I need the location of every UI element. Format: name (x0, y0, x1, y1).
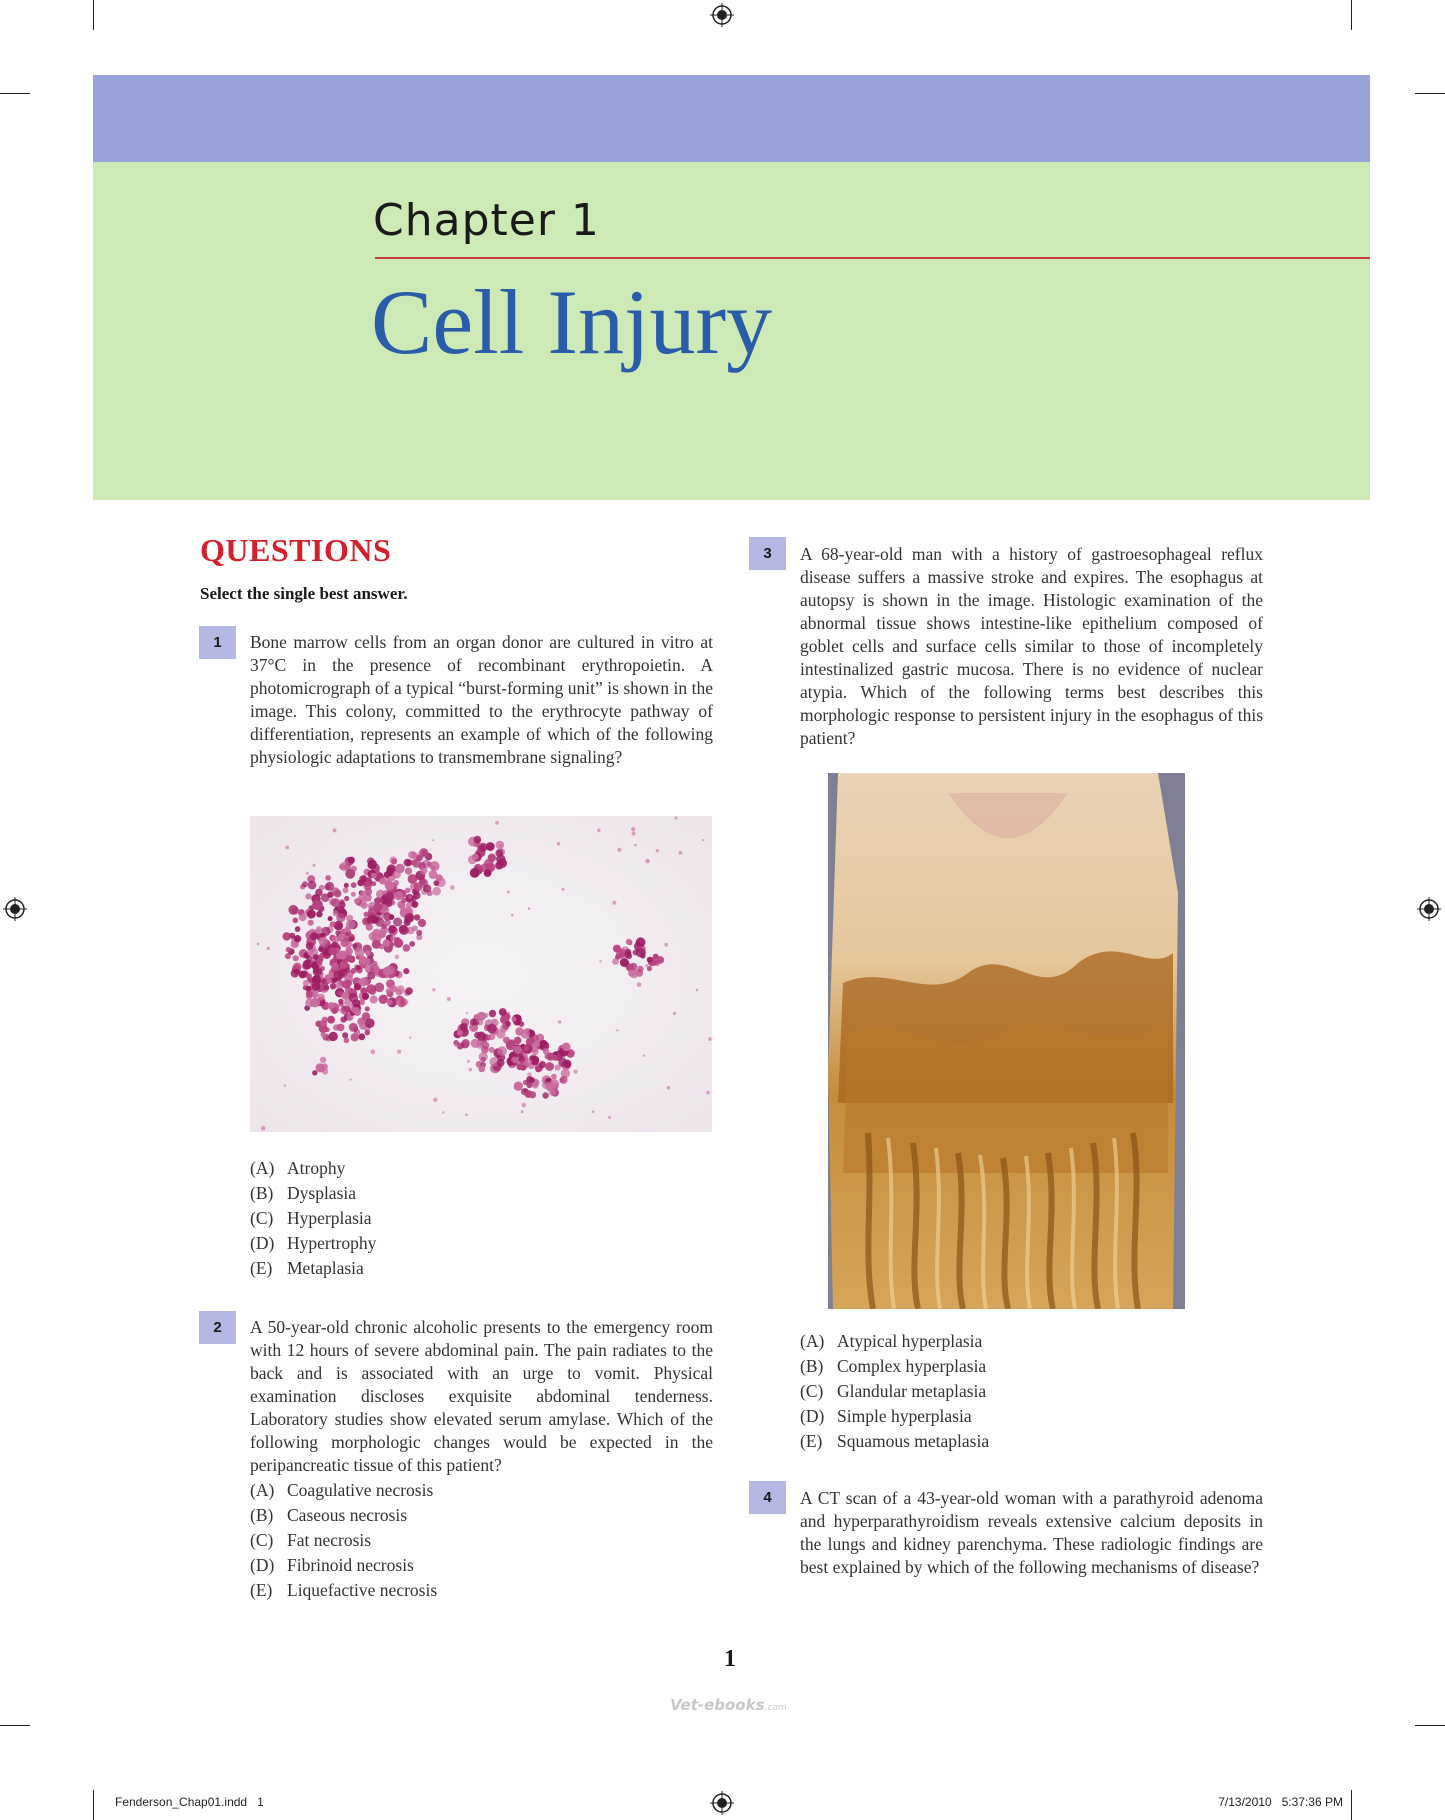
crop-mark (1415, 93, 1445, 94)
question-number-badge: 3 (749, 537, 786, 570)
question-text: A CT scan of a 43-year-old woman with a parathyroid adenoma and hyperparathyroidism reveals extensive calcium deposits in the lungs and kidney parenchyma. These radiologic findings are best explained by which of the following mechanisms of disease? (800, 1488, 1263, 1577)
answer-options (250, 1478, 437, 1603)
answer-options (250, 1156, 376, 1281)
question-number-badge: 4 (749, 1481, 786, 1514)
esophagus-photo (828, 773, 1185, 1309)
header-band-top (93, 75, 1370, 162)
answer-option[interactable]: (D) Fibrinoid necrosis (250, 1555, 414, 1575)
answer-option[interactable]: (A) Coagulative necrosis (250, 1480, 434, 1500)
answer-option[interactable]: (C) Fat necrosis (250, 1530, 372, 1550)
question-text: Bone marrow cells from an organ donor are cultured in vitro at 37°C in the presence of recombinant erythropoietin. A photomicrograph of a typical “burst-forming unit” is shown in the image. This colony, committed to the erythrocyte pathway of differentiation, represents an example of which of the following physiologic adaptations to transmembrane signaling? (250, 632, 713, 767)
answer-option[interactable]: (B) Caseous necrosis (250, 1505, 408, 1525)
crop-mark (93, 1790, 94, 1820)
footer-filename: Fenderson_Chap01.indd 1 (115, 1795, 264, 1809)
answer-option[interactable]: (E) Squamous metaplasia (800, 1431, 990, 1451)
chapter-title: Cell Injury (371, 271, 773, 373)
question-number-badge: 2 (199, 1311, 236, 1344)
footer-timestamp: 7/13/2010 5:37:36 PM (1218, 1795, 1343, 1809)
crop-mark (0, 93, 30, 94)
crop-mark (1351, 0, 1352, 30)
answer-option[interactable]: (A) Atrophy (250, 1158, 346, 1178)
crop-mark (1351, 1790, 1352, 1820)
answer-option[interactable]: (E) Metaplasia (250, 1258, 364, 1278)
registration-mark-icon (1417, 897, 1441, 921)
registration-mark-icon (710, 1791, 734, 1815)
chapter-rule (375, 257, 1370, 259)
question-number-badge: 1 (199, 626, 236, 659)
watermark: Vet-ebooks.com (670, 1696, 787, 1714)
question-text: A 68-year-old man with a history of gastroesophageal reflux disease suffers a massive stroke and expires. The esophagus at autopsy is shown in the image. Histologic examination of the abnormal tissue shows intestine-like epithelium composed of goblet cells and surface cells similar to those of incompletely intestinalized gastric mucosa. There is no evidence of nuclear atypia. Which of the following terms best describes this morphologic response to persistent injury in the esophagus of this patient? (800, 544, 1263, 748)
crop-mark (0, 1725, 30, 1726)
chapter-label: Chapter 1 (373, 195, 600, 246)
registration-mark-icon (710, 3, 734, 27)
registration-mark-icon (3, 897, 27, 921)
answer-option[interactable]: (A) Atypical hyperplasia (800, 1331, 983, 1351)
crop-mark (1415, 1725, 1445, 1726)
crop-mark (93, 0, 94, 30)
answer-option[interactable]: (C) Glandular metaplasia (800, 1381, 987, 1401)
answer-option[interactable]: (D) Simple hyperplasia (800, 1406, 972, 1426)
question-text: A 50-year-old chronic alcoholic presents to the emergency room with 12 hours of severe abdominal pain. The pain radiates to the back and is associated with an urge to vomit. Physical examination discloses exquisite abdominal tenderness. Laboratory studies show elevated serum amylase. Which of the following morphologic changes would be expected in the peripancreatic tissue of this patient? (250, 1317, 713, 1475)
answer-options (800, 1329, 989, 1454)
answer-option[interactable]: (E) Liquefactive necrosis (250, 1580, 438, 1600)
page-number: 1 (724, 1646, 736, 1672)
micrograph-image (250, 816, 712, 1132)
answer-option[interactable]: (C) Hyperplasia (250, 1208, 372, 1228)
answer-option[interactable]: (B) Dysplasia (250, 1183, 357, 1203)
section-instructions: Select the single best answer. (200, 584, 408, 603)
answer-option[interactable]: (D) Hypertrophy (250, 1233, 377, 1253)
section-heading: QUESTIONS (200, 532, 392, 568)
answer-option[interactable]: (B) Complex hyperplasia (800, 1356, 987, 1376)
